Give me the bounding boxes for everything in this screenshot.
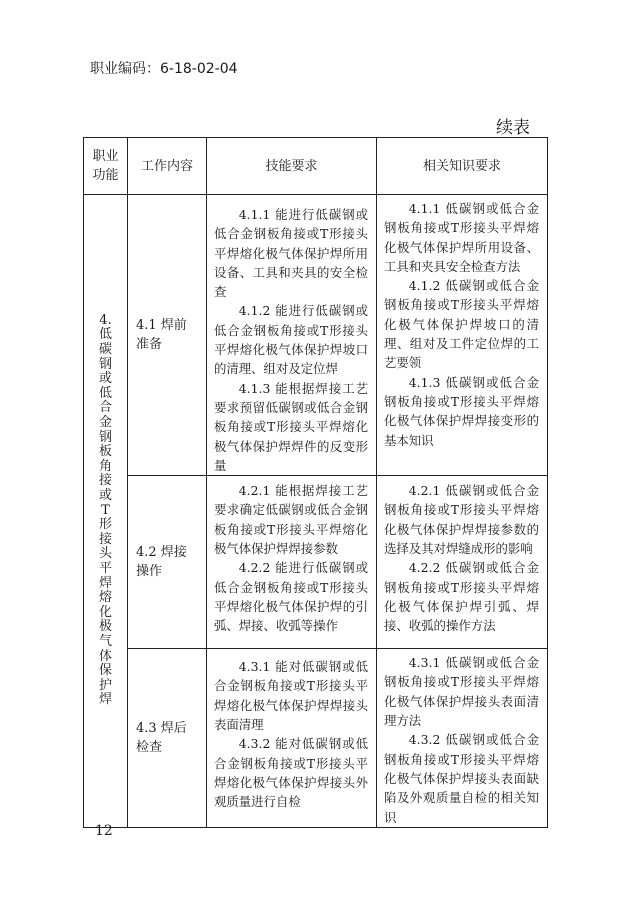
skill-cell (207, 476, 377, 649)
knowledge-item: 4.1.1 低碳钢或低合金钢板角接或T形接头平焊熔化极气体保护焊所用设备、工具和夹具安全检查方法 (384, 201, 539, 274)
page-number: 12 (95, 823, 113, 839)
function-label: 4. 低碳钢或低合金钢板角接或T形接头平焊熔化极气体保护焊 (98, 312, 112, 708)
knowledge-cell (377, 649, 548, 828)
skill-item: 4.2.2 能进行低碳钢或低合金钢板角接或T形接头平焊熔化极气体保护焊的引弧、焊接、收弧等操作 (214, 560, 368, 634)
header-function: 职业功能 (84, 138, 128, 195)
knowledge-item: 4.2.1 低碳钢或低合金钢板角接或T形接头平焊熔化极气体保护焊焊接参数的选择及其对焊缝成形的影响 (384, 483, 539, 557)
header-work: 工作内容 (128, 138, 207, 195)
function-cell (84, 195, 128, 828)
work-content-cell: 4.1 焊前准备 (128, 195, 207, 476)
skill-item: 4.3.1 能对低碳钢或低合金钢板角接或T形接头平焊熔化极气体保护焊焊接头表面清理 (214, 659, 368, 733)
skill-cell (207, 195, 377, 476)
skill-item: 4.1.1 能进行低碳钢或低合金钢板角接或T形接头平焊熔化极气体保护焊所用设备、工具和夹具的安全检查 (214, 207, 368, 300)
occupation-code: 职业编码：6-18-02-04 (90, 61, 238, 77)
header-knowledge: 相关知识要求 (377, 138, 548, 195)
header-skill: 技能要求 (207, 138, 377, 195)
knowledge-item: 4.2.2 低碳钢或低合金钢板角接或T形接头平焊熔化极气体保护焊引弧、焊接、收弧的操作方法 (384, 560, 539, 634)
table-row (84, 649, 548, 828)
work-content-cell: 4.2 焊接操作 (128, 476, 207, 649)
table-row (84, 476, 548, 649)
skills-table (83, 137, 548, 828)
continued-label: 续表 (496, 118, 530, 138)
skill-item: 4.1.3 能根据焊接工艺要求预留低碳钢或低合金钢板角接或T形接头平焊熔化极气体保护焊焊件的反变形量 (214, 380, 368, 473)
knowledge-cell (377, 195, 548, 476)
table-header-row (84, 138, 548, 195)
skill-item: 4.3.2 能对低碳钢或低合金钢板角接或T形接头平焊熔化极气体保护焊接头外观质量进行自检 (214, 736, 368, 810)
skill-cell (207, 649, 377, 828)
knowledge-cell (377, 476, 548, 649)
knowledge-item: 4.3.1 低碳钢或低合金钢板角接或T形接头平焊熔化极气体保护焊接头表面清理方法 (384, 655, 539, 729)
table-row (84, 195, 548, 476)
skill-item: 4.2.1 能根据焊接工艺要求确定低碳钢或低合金钢板角接或T形接头平焊熔化极气体保护焊焊接参数 (214, 483, 368, 557)
knowledge-item: 4.3.2 低碳钢或低合金钢板角接或T形接头平焊熔化极气体保护焊接头表面缺陷及外观质量自检的相关知识 (384, 732, 539, 825)
knowledge-item: 4.1.2 低碳钢或低合金钢板角接或T形接头平焊熔化极气体保护焊坡口的清理、组对及工件定位焊的工艺要领 (384, 278, 539, 371)
work-content-cell: 4.3 焊后检查 (128, 649, 207, 828)
knowledge-item: 4.1.3 低碳钢或低合金钢板角接或T形接头平焊熔化极气体保护焊焊接变形的基本知识 (384, 374, 539, 448)
skill-item: 4.1.2 能进行低碳钢或低合金钢板角接或T形接头平焊熔化极气体保护焊坡口的清理、组对及定位焊 (214, 303, 368, 377)
